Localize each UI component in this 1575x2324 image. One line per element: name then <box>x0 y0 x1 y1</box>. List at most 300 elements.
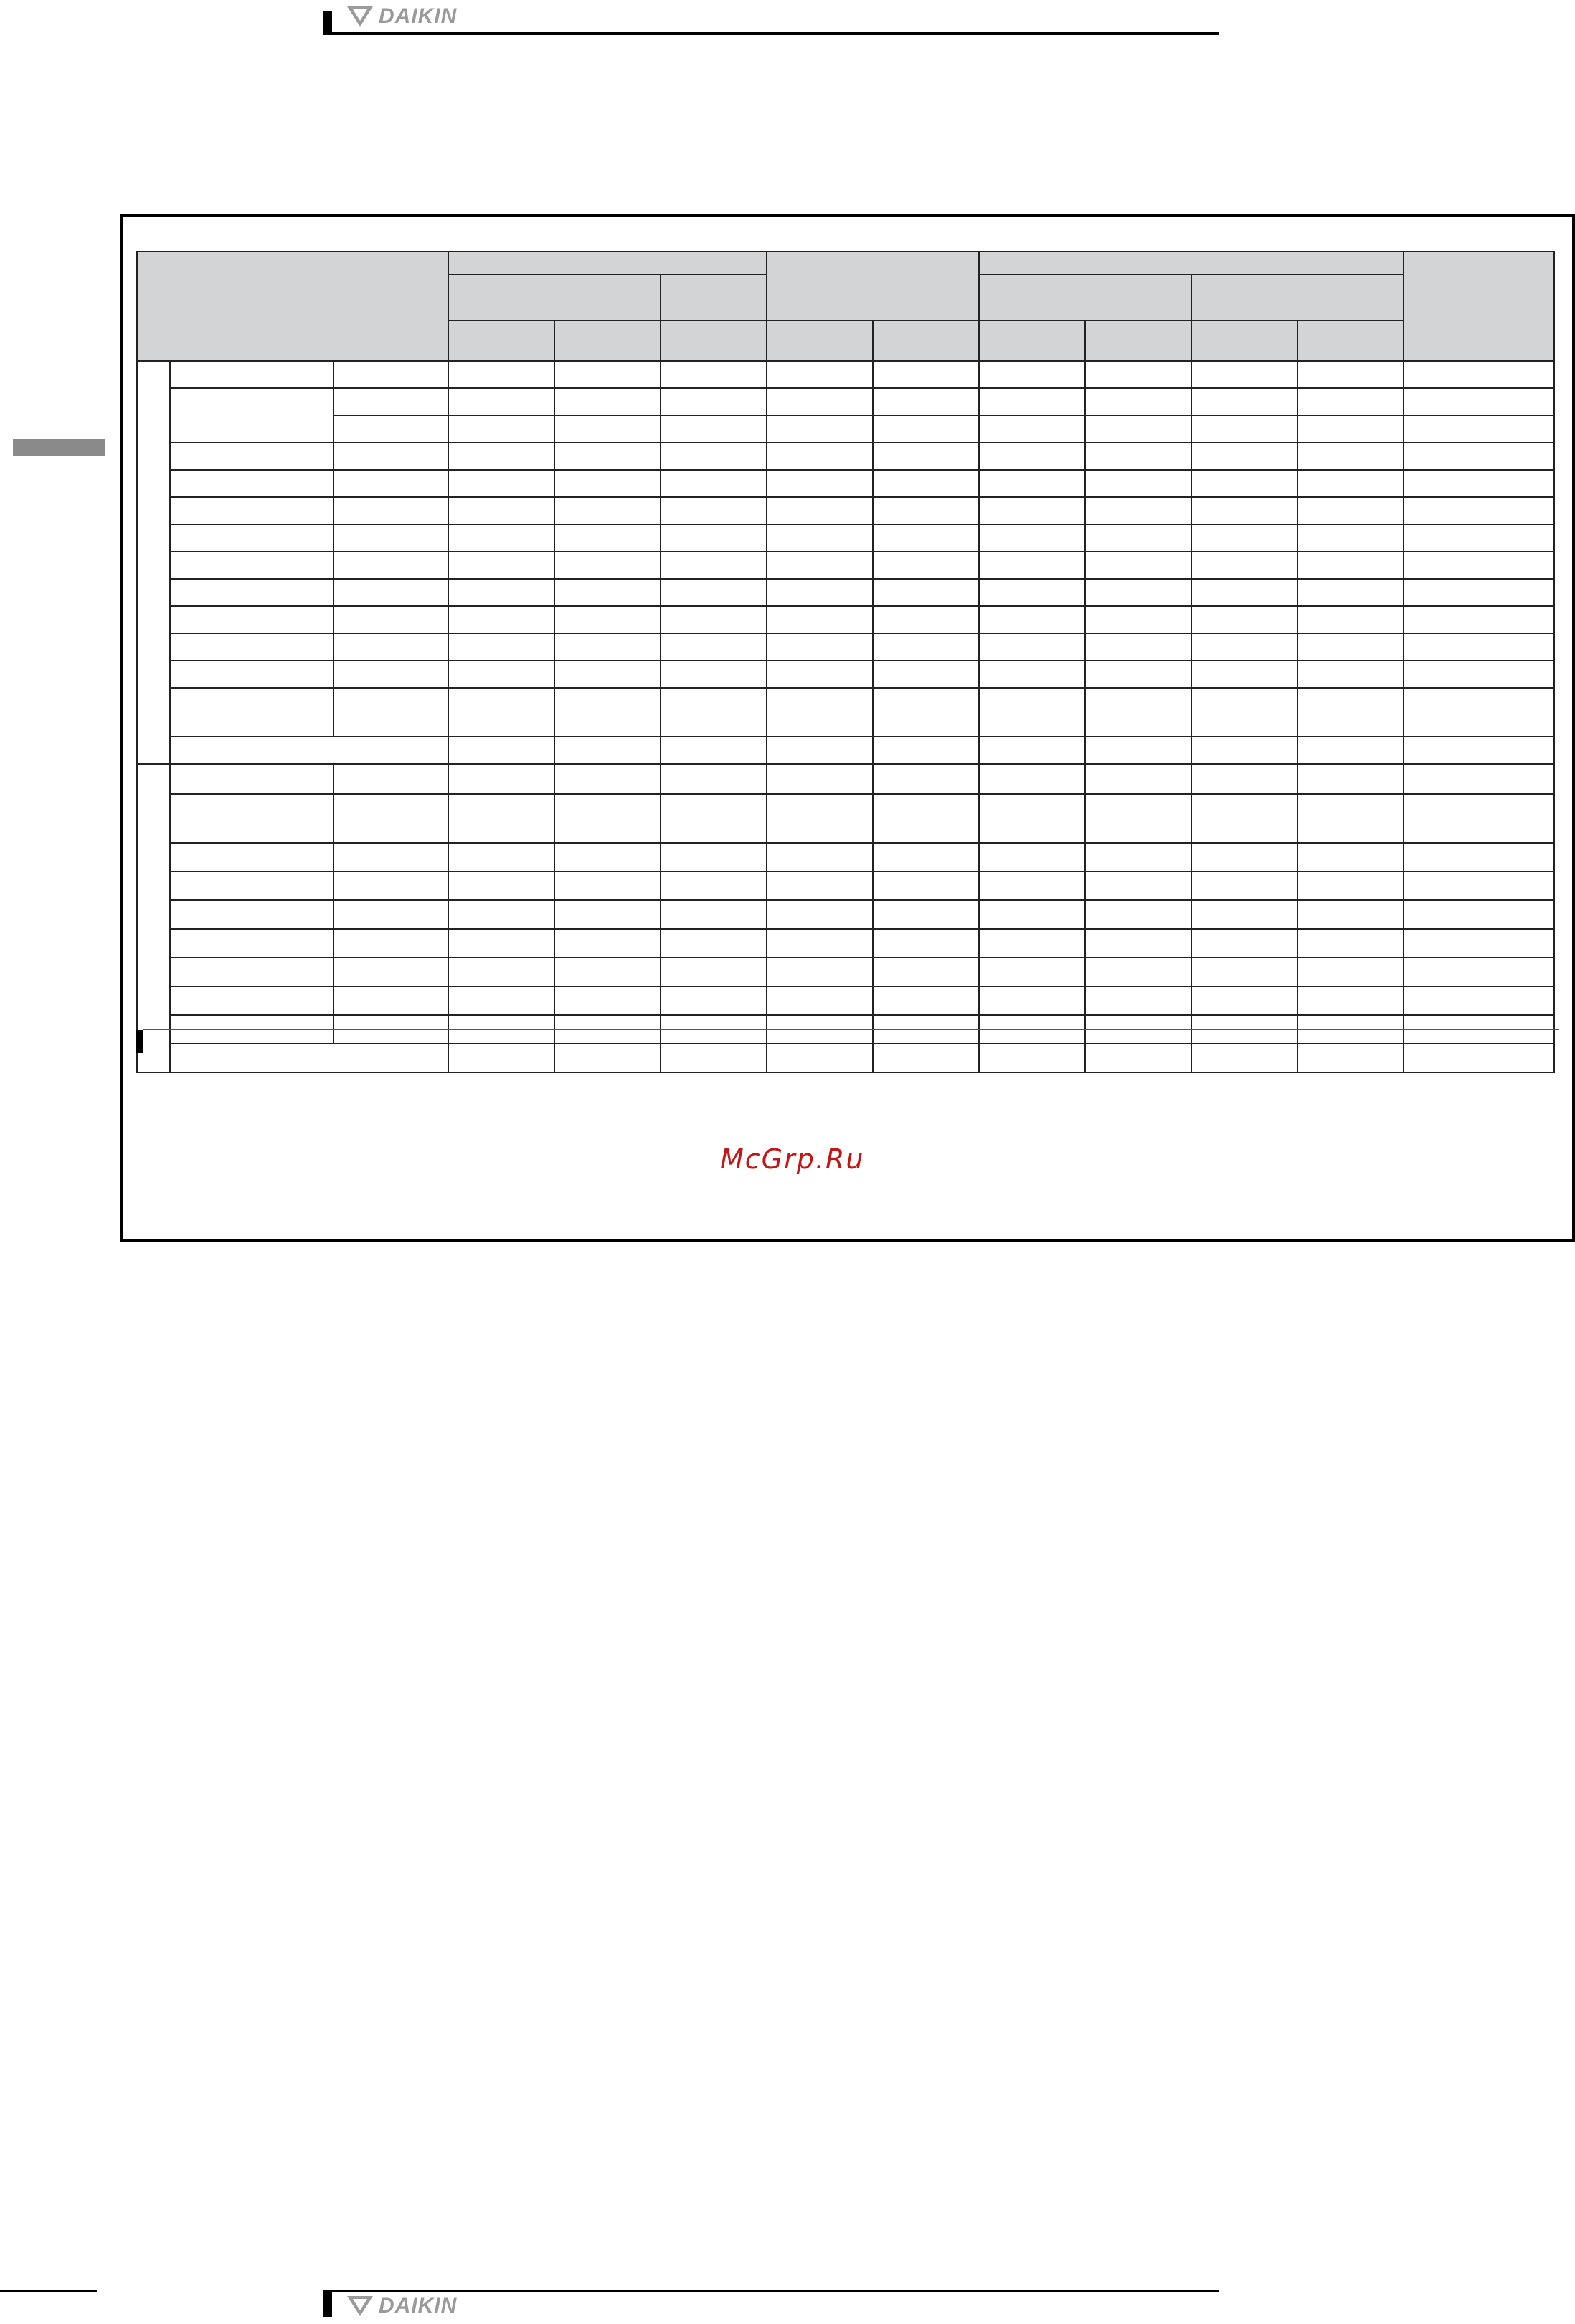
table-cell <box>661 929 767 958</box>
table-cell <box>873 415 979 443</box>
header-logo <box>346 4 457 29</box>
table-cell <box>1191 606 1297 633</box>
table-row <box>137 958 1554 986</box>
table-cell <box>1191 764 1297 794</box>
table-cell <box>979 497 1085 524</box>
table-cell <box>170 688 334 737</box>
table-cell <box>334 929 448 958</box>
header-cell <box>448 321 554 361</box>
table-cell <box>1404 929 1554 958</box>
table-cell <box>1297 470 1404 497</box>
table-cell <box>873 552 979 579</box>
table-row <box>137 579 1554 606</box>
table-cell <box>661 900 767 929</box>
table-cell <box>554 388 661 415</box>
table-cell <box>873 524 979 552</box>
table-cell <box>334 661 448 688</box>
table-cell <box>1191 688 1297 737</box>
table-cell <box>767 737 873 764</box>
table-cell <box>1191 958 1297 986</box>
table-row <box>137 1044 1554 1072</box>
table-cell <box>661 633 767 661</box>
footer-marker <box>323 2292 332 2317</box>
table-cell <box>1404 986 1554 1015</box>
table-cell <box>1297 443 1404 470</box>
table-cell <box>554 872 661 900</box>
table-cell <box>448 929 554 958</box>
table-cell <box>170 524 334 552</box>
table-cell <box>1297 764 1404 794</box>
table-cell <box>554 579 661 606</box>
table-row <box>137 688 1554 737</box>
table-cell <box>334 900 448 929</box>
table-cell <box>1297 524 1404 552</box>
table-cell <box>170 794 334 843</box>
table-cell <box>979 737 1085 764</box>
table-cell <box>1085 443 1191 470</box>
note-rule <box>143 1029 1559 1030</box>
header-cell <box>661 321 767 361</box>
table-cell <box>170 579 334 606</box>
table-cell <box>170 552 334 579</box>
table-cell <box>1191 872 1297 900</box>
table-cell <box>554 661 661 688</box>
table-cell <box>767 388 873 415</box>
table-cell <box>1191 986 1297 1015</box>
table-cell <box>1191 470 1297 497</box>
table-cell <box>170 1044 448 1072</box>
table-cell <box>1191 661 1297 688</box>
table-cell <box>1297 794 1404 843</box>
table-cell <box>873 606 979 633</box>
table-cell <box>661 794 767 843</box>
table-cell <box>1297 552 1404 579</box>
table-cell <box>1191 497 1297 524</box>
header-cell <box>554 321 661 361</box>
header-cell <box>1191 275 1404 321</box>
table-cell <box>873 986 979 1015</box>
table-cell <box>1297 661 1404 688</box>
table-cell <box>979 579 1085 606</box>
table-row <box>137 415 1554 443</box>
table-cell <box>170 633 334 661</box>
table-cell <box>554 361 661 388</box>
table-cell <box>448 986 554 1015</box>
table-cell <box>1191 633 1297 661</box>
table-cell <box>1404 900 1554 929</box>
header-cell <box>873 321 979 361</box>
table-cell <box>661 497 767 524</box>
table-cell <box>170 986 334 1015</box>
table-cell <box>448 1044 554 1072</box>
brand-name: DAIKIN <box>379 2294 458 2318</box>
table-row <box>137 843 1554 872</box>
table-cell <box>1191 579 1297 606</box>
table-cell <box>1404 361 1554 388</box>
table-cell <box>170 843 334 872</box>
table-cell <box>1191 443 1297 470</box>
table-row <box>137 929 1554 958</box>
table-cell <box>979 872 1085 900</box>
table-cell <box>661 958 767 986</box>
table-cell <box>170 497 334 524</box>
table-cell <box>554 633 661 661</box>
table-cell <box>170 958 334 986</box>
table-cell <box>170 872 334 900</box>
table-cell <box>767 443 873 470</box>
table-cell <box>767 361 873 388</box>
table-cell <box>979 524 1085 552</box>
header-cell <box>1085 321 1191 361</box>
header-cell <box>979 275 1191 321</box>
table-cell <box>1191 1044 1297 1072</box>
table-cell <box>334 606 448 633</box>
table-cell <box>873 388 979 415</box>
table-cell <box>554 958 661 986</box>
table-row <box>137 388 1554 415</box>
table-cell <box>661 443 767 470</box>
header-cell <box>979 252 1404 275</box>
table-cell <box>1404 388 1554 415</box>
table-cell <box>1297 688 1404 737</box>
table-cell <box>170 388 334 443</box>
table-cell <box>1085 794 1191 843</box>
header-cell <box>661 275 767 321</box>
table-cell <box>873 1044 979 1072</box>
table-cell <box>661 388 767 415</box>
table-cell <box>1191 361 1297 388</box>
table-header-row <box>137 252 1554 275</box>
table-row <box>137 524 1554 552</box>
table-cell <box>873 929 979 958</box>
table-cell <box>334 415 448 443</box>
table-cell <box>1404 872 1554 900</box>
table-cell <box>1085 579 1191 606</box>
table-cell <box>767 764 873 794</box>
header-marker <box>323 11 332 35</box>
table-cell <box>554 415 661 443</box>
table-cell <box>554 606 661 633</box>
header-cell <box>767 321 873 361</box>
table-cell <box>448 388 554 415</box>
header-cell <box>137 252 448 361</box>
table-cell <box>1297 497 1404 524</box>
table-cell <box>1297 986 1404 1015</box>
table-cell <box>448 794 554 843</box>
table-cell <box>1085 415 1191 443</box>
table-cell <box>661 552 767 579</box>
table-cell <box>448 443 554 470</box>
table-cell <box>1085 764 1191 794</box>
table-row <box>137 633 1554 661</box>
header-cell <box>1191 321 1297 361</box>
table-cell <box>1297 958 1404 986</box>
table-cell <box>873 737 979 764</box>
table-cell <box>554 843 661 872</box>
table-cell <box>1404 794 1554 843</box>
table-cell <box>1191 415 1297 443</box>
table-cell <box>554 443 661 470</box>
table-cell <box>661 606 767 633</box>
table-cell <box>1404 688 1554 737</box>
table-cell <box>1404 661 1554 688</box>
table-cell <box>767 633 873 661</box>
table-cell <box>661 872 767 900</box>
table-cell <box>1297 1044 1404 1072</box>
table-cell <box>334 388 448 415</box>
table-cell <box>554 794 661 843</box>
table-cell <box>873 633 979 661</box>
table-cell <box>1191 929 1297 958</box>
table-cell <box>1085 552 1191 579</box>
table-cell <box>979 900 1085 929</box>
table-cell <box>554 1044 661 1072</box>
table-row <box>137 443 1554 470</box>
table-cell <box>661 661 767 688</box>
table-row <box>137 872 1554 900</box>
table-cell <box>170 929 334 958</box>
table-cell <box>170 606 334 633</box>
table-row <box>137 986 1554 1015</box>
table-cell <box>448 688 554 737</box>
daikin-logo-icon <box>346 5 374 28</box>
footer-logo <box>346 2294 457 2318</box>
table-cell <box>873 688 979 737</box>
table-cell <box>1404 497 1554 524</box>
table-cell <box>661 764 767 794</box>
table-cell <box>334 764 448 794</box>
table-cell <box>1085 900 1191 929</box>
table-cell <box>554 688 661 737</box>
table-cell <box>554 986 661 1015</box>
brand-name: DAIKIN <box>379 4 458 28</box>
table-cell <box>873 900 979 929</box>
table-cell <box>767 497 873 524</box>
table-cell <box>1085 688 1191 737</box>
table-cell <box>1085 524 1191 552</box>
table-row <box>137 361 1554 388</box>
table-cell <box>1085 929 1191 958</box>
table-cell <box>1297 929 1404 958</box>
table-cell <box>1085 986 1191 1015</box>
header-cell <box>1297 321 1404 361</box>
table-cell <box>448 633 554 661</box>
table-cell <box>1085 633 1191 661</box>
table-cell <box>334 470 448 497</box>
table-cell <box>979 661 1085 688</box>
table-row <box>137 497 1554 524</box>
table-cell <box>767 688 873 737</box>
table-cell <box>979 606 1085 633</box>
table-cell <box>661 843 767 872</box>
table-cell <box>554 737 661 764</box>
table-cell <box>1297 415 1404 443</box>
table-cell <box>448 415 554 443</box>
table-row <box>137 737 1554 764</box>
table-cell <box>873 579 979 606</box>
table-cell <box>170 443 334 470</box>
table-row <box>137 794 1554 843</box>
table-cell <box>1404 843 1554 872</box>
footer-left-rule <box>0 2290 97 2292</box>
table-cell <box>979 361 1085 388</box>
table-cell <box>1085 361 1191 388</box>
table-cell <box>1085 606 1191 633</box>
table-cell <box>448 579 554 606</box>
table-cell <box>1404 443 1554 470</box>
table-cell <box>334 524 448 552</box>
table-cell <box>334 579 448 606</box>
table-cell <box>170 900 334 929</box>
table-cell <box>1191 552 1297 579</box>
table-cell <box>448 361 554 388</box>
table-cell <box>661 1044 767 1072</box>
table-cell <box>1297 606 1404 633</box>
table-cell <box>554 524 661 552</box>
table-row <box>137 900 1554 929</box>
table-cell <box>979 443 1085 470</box>
table-cell <box>873 497 979 524</box>
footer-rule <box>323 2290 1219 2292</box>
table-cell <box>979 470 1085 497</box>
table-cell <box>979 1044 1085 1072</box>
table-cell <box>873 794 979 843</box>
table-cell <box>767 1044 873 1072</box>
table-cell <box>1297 579 1404 606</box>
section-label-cell <box>137 764 170 1072</box>
table-cell <box>170 764 334 794</box>
table-cell <box>873 764 979 794</box>
table-cell <box>1404 737 1554 764</box>
table-cell <box>767 661 873 688</box>
table-row <box>137 552 1554 579</box>
spec-table <box>136 251 1555 1073</box>
table-cell <box>554 497 661 524</box>
table-cell <box>1085 958 1191 986</box>
table-cell <box>170 361 334 388</box>
table-cell <box>767 552 873 579</box>
table-cell <box>979 986 1085 1015</box>
table-cell <box>767 986 873 1015</box>
table-cell <box>1191 388 1297 415</box>
table-cell <box>979 843 1085 872</box>
table-cell <box>1297 388 1404 415</box>
table-cell <box>554 552 661 579</box>
table-cell <box>979 388 1085 415</box>
table-cell <box>661 524 767 552</box>
table-cell <box>767 929 873 958</box>
table-cell <box>767 900 873 929</box>
table-cell <box>1404 415 1554 443</box>
table-cell <box>1191 843 1297 872</box>
table-cell <box>873 470 979 497</box>
table-cell <box>448 843 554 872</box>
table-cell <box>661 688 767 737</box>
table-cell <box>448 470 554 497</box>
table-cell <box>334 443 448 470</box>
table-cell <box>979 764 1085 794</box>
header-cell <box>767 252 979 321</box>
table-cell <box>1404 764 1554 794</box>
table-cell <box>767 843 873 872</box>
table-cell <box>661 737 767 764</box>
table-cell <box>554 929 661 958</box>
table-cell <box>554 900 661 929</box>
table-row <box>137 661 1554 688</box>
table-cell <box>448 872 554 900</box>
table-cell <box>334 958 448 986</box>
table-cell <box>767 524 873 552</box>
table-cell <box>767 470 873 497</box>
table-cell <box>1191 737 1297 764</box>
table-cell <box>873 443 979 470</box>
table-cell <box>334 843 448 872</box>
table-cell <box>334 633 448 661</box>
table-cell <box>1085 388 1191 415</box>
table-cell <box>334 794 448 843</box>
table-cell <box>334 497 448 524</box>
table-cell <box>767 415 873 443</box>
table-cell <box>1297 633 1404 661</box>
table-cell <box>979 633 1085 661</box>
table-cell <box>1297 361 1404 388</box>
table-cell <box>334 361 448 388</box>
table-cell <box>1085 737 1191 764</box>
table-cell <box>448 552 554 579</box>
table-row <box>137 764 1554 794</box>
table-cell <box>979 794 1085 843</box>
table-cell <box>873 872 979 900</box>
table-cell <box>334 986 448 1015</box>
table-cell <box>448 661 554 688</box>
table-cell <box>873 843 979 872</box>
table-cell <box>448 764 554 794</box>
table-cell <box>767 579 873 606</box>
table-cell <box>1404 1044 1554 1072</box>
table-cell <box>979 958 1085 986</box>
table-cell <box>1404 958 1554 986</box>
table-cell <box>1297 843 1404 872</box>
table-cell <box>1404 579 1554 606</box>
table-cell <box>554 470 661 497</box>
table-cell <box>448 900 554 929</box>
table-cell <box>661 986 767 1015</box>
header-cell <box>448 252 767 275</box>
table-cell <box>554 764 661 794</box>
table-cell <box>767 958 873 986</box>
header-rule <box>323 32 1219 35</box>
table-cell <box>334 552 448 579</box>
table-row <box>137 470 1554 497</box>
table-cell <box>170 470 334 497</box>
table-cell <box>1085 872 1191 900</box>
table-cell <box>448 737 554 764</box>
table-cell <box>1297 737 1404 764</box>
table-cell <box>1085 1044 1191 1072</box>
table-cell <box>1085 497 1191 524</box>
table-cell <box>334 872 448 900</box>
table-cell <box>979 688 1085 737</box>
header-cell <box>979 321 1085 361</box>
table-cell <box>979 415 1085 443</box>
table-cell <box>767 606 873 633</box>
note-marker <box>136 1030 143 1053</box>
table-cell <box>979 929 1085 958</box>
table-cell <box>1404 470 1554 497</box>
table-cell <box>1191 900 1297 929</box>
table-cell <box>170 737 448 764</box>
table-cell <box>1085 470 1191 497</box>
